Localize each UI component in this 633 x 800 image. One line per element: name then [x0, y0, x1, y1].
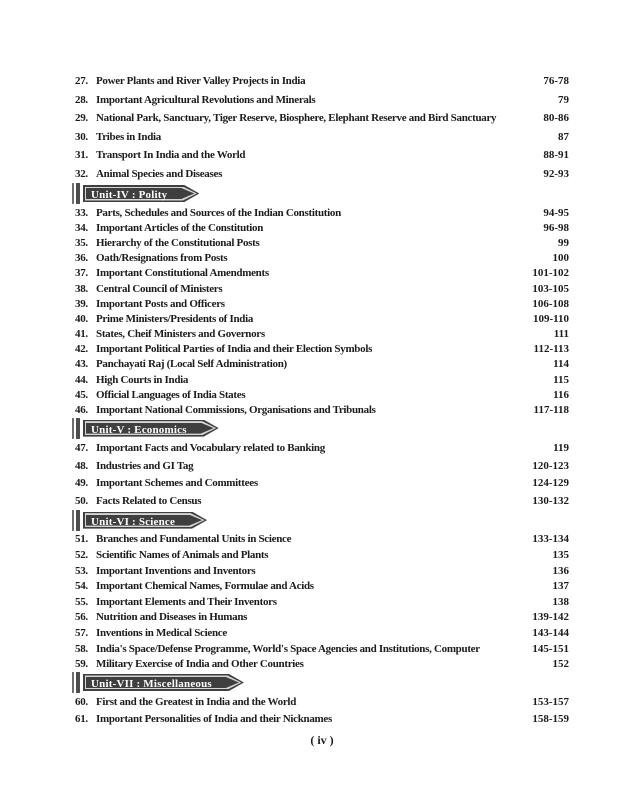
item-pages: 101-102	[532, 267, 569, 280]
item-title: Prime Ministers/Presidents of India	[96, 312, 254, 325]
item-pages: 139-142	[532, 611, 569, 624]
item-title: Inventions in Medical Science	[96, 626, 227, 639]
toc-row	[75, 165, 569, 184]
item-pages: 120-123	[532, 459, 569, 472]
toc-row	[75, 492, 569, 510]
toc-row	[75, 594, 569, 610]
item-title: National Park, Sanctuary, Tiger Reserve, Biosphere, Elephant Reserve and Bird Sanctuary	[96, 112, 497, 125]
item-title: India's Space/Defense Programme, World's Space Agencies and Institutions, Computer	[96, 642, 480, 655]
banner-bar-icon	[72, 672, 74, 693]
item-title: Panchayati Raj (Local Self Administration)	[96, 358, 287, 371]
item-title: Industries and GI Tag	[96, 459, 194, 472]
item-number: 36.	[75, 252, 88, 265]
toc-row	[75, 109, 569, 128]
item-number: 45.	[75, 388, 88, 401]
unit-banner-ribbon	[83, 185, 199, 202]
item-title: Nutrition and Diseases in Humans	[96, 611, 248, 624]
item-pages: 138	[552, 595, 569, 608]
toc-row	[75, 547, 569, 563]
item-title: Oath/Resignations from Posts	[96, 252, 228, 265]
item-pages: 111	[553, 328, 569, 341]
banner-bar-icon	[72, 418, 74, 439]
item-title: Hierarchy of the Constitutional Posts	[96, 236, 260, 249]
toc-row	[75, 440, 569, 458]
toc-row	[75, 641, 569, 657]
item-pages: 152	[552, 658, 569, 671]
item-pages: 88-91	[543, 149, 569, 162]
item-title: Official Languages of India States	[96, 388, 246, 401]
item-pages: 87	[558, 130, 569, 143]
page-number-footer: ( iv )	[310, 732, 334, 747]
item-pages: 136	[552, 564, 569, 577]
toc-row	[75, 205, 569, 220]
toc-row	[75, 578, 569, 594]
item-title: Important Articles of the Constitution	[96, 221, 264, 234]
item-pages: 145-151	[532, 642, 569, 655]
item-pages: 115	[553, 373, 569, 386]
toc-section	[75, 205, 569, 418]
toc-row	[75, 694, 569, 711]
item-title: Transport In India and the World	[96, 149, 246, 162]
item-number: 50.	[75, 494, 88, 507]
item-pages: 114	[553, 358, 569, 371]
toc-row	[75, 563, 569, 579]
banner-bar-icon	[76, 510, 80, 531]
toc-row	[75, 72, 569, 91]
item-title: First and the Greatest in India and the World	[96, 696, 297, 709]
item-pages: 137	[552, 580, 569, 593]
toc-row	[75, 311, 569, 326]
item-pages: 135	[552, 549, 569, 562]
unit-banner-label: Unit-VI : Science	[91, 515, 176, 528]
item-number: 43.	[75, 358, 88, 371]
toc-row	[75, 220, 569, 235]
item-number: 39.	[75, 297, 88, 310]
toc-row	[75, 372, 569, 387]
item-pages: 133-134	[532, 533, 569, 546]
unit-banner-label: Unit-IV : Polity	[91, 189, 168, 201]
toc-row	[75, 387, 569, 402]
unit-banner	[72, 420, 569, 437]
item-number: 55.	[75, 595, 88, 608]
item-number: 61.	[75, 713, 88, 726]
item-title: Important Chemical Names, Formulae and Acids	[96, 580, 314, 593]
toc-section	[75, 440, 569, 510]
item-pages: 153-157	[532, 696, 569, 709]
item-number: 37.	[75, 267, 88, 280]
item-number: 31.	[75, 149, 88, 162]
item-title: Military Exercise of India and Other Countries	[96, 658, 304, 671]
toc-list	[75, 72, 569, 748]
unit-banner-label: Unit-V : Economics	[91, 423, 187, 436]
item-number: 46.	[75, 404, 88, 417]
item-pages: 80-86	[543, 112, 569, 125]
unit-banner	[72, 674, 569, 691]
item-title: Important Agricultural Revolutions and Minerals	[96, 93, 316, 106]
item-number: 42.	[75, 343, 88, 356]
banner-bar-icon	[72, 183, 74, 204]
unit-banner-ribbon	[83, 674, 244, 691]
toc-section	[75, 694, 569, 728]
item-number: 51.	[75, 533, 88, 546]
item-title: Important Schemes and Committees	[96, 477, 258, 490]
toc-row	[75, 281, 569, 296]
toc-row	[75, 128, 569, 147]
item-pages: 106-108	[532, 297, 569, 310]
item-title: Important Elements and Their Inventors	[96, 595, 277, 608]
toc-row	[75, 296, 569, 311]
item-number: 54.	[75, 580, 88, 593]
toc-section	[75, 532, 569, 672]
item-title: Facts Related to Census	[96, 494, 202, 507]
toc-row	[75, 610, 569, 626]
toc-row	[75, 266, 569, 281]
item-pages: 130-132	[532, 494, 569, 507]
item-pages: 112-113	[533, 343, 569, 356]
unit-banner-ribbon	[83, 512, 207, 529]
item-number: 40.	[75, 312, 88, 325]
item-title: Important Posts and Officers	[96, 297, 225, 310]
item-pages: 79	[558, 93, 569, 106]
item-pages: 109-110	[532, 312, 569, 325]
unit-banner-label: Unit-VII : Miscellaneous	[91, 677, 212, 690]
toc-row	[75, 251, 569, 266]
banner-bar-icon	[76, 672, 80, 693]
toc-row	[75, 327, 569, 342]
item-title: Important Political Parties of India and their Election Symbols	[96, 343, 373, 356]
item-number: 41.	[75, 328, 88, 341]
item-pages: 116	[553, 388, 569, 401]
item-number: 38.	[75, 282, 88, 295]
toc-row	[75, 402, 569, 417]
item-number: 56.	[75, 611, 88, 624]
item-title: Important Inventions and Inventors	[96, 564, 256, 577]
toc-row	[75, 457, 569, 475]
item-pages: 92-93	[543, 167, 569, 180]
item-pages: 124-129	[532, 477, 569, 490]
item-number: 47.	[75, 442, 88, 455]
item-number: 32.	[75, 167, 88, 180]
item-number: 28.	[75, 93, 88, 106]
toc-row	[75, 532, 569, 548]
item-pages: 117-118	[533, 404, 569, 417]
item-title: Important Personalities of India and their Nicknames	[96, 713, 332, 726]
item-pages: 96-98	[543, 221, 569, 234]
item-pages: 143-144	[532, 626, 569, 639]
banner-bar-icon	[72, 510, 74, 531]
item-pages: 103-105	[532, 282, 569, 295]
item-title: Animal Species and Diseases	[96, 167, 223, 180]
item-title: Important National Commissions, Organisations and Tribunals	[96, 404, 376, 417]
banner-bar-icon	[76, 183, 80, 204]
item-pages: 100	[552, 252, 569, 265]
item-pages: 158-159	[532, 713, 569, 726]
item-number: 52.	[75, 549, 88, 562]
item-title: Scientific Names of Animals and Plants	[96, 549, 269, 562]
item-title: Branches and Fundamental Units in Science	[96, 533, 292, 546]
toc-row	[75, 475, 569, 493]
item-number: 49.	[75, 477, 88, 490]
item-pages: 94-95	[543, 206, 569, 219]
item-number: 34.	[75, 221, 88, 234]
item-number: 57.	[75, 626, 88, 639]
toc-section	[75, 72, 569, 183]
toc-row	[75, 625, 569, 641]
item-title: High Courts in India	[96, 373, 189, 386]
toc-row	[75, 146, 569, 165]
item-title: States, Cheif Ministers and Governors	[96, 328, 265, 341]
toc-row	[75, 711, 569, 728]
item-title: Parts, Schedules and Sources of the Indian Constitution	[96, 206, 341, 219]
item-number: 30.	[75, 130, 88, 143]
toc-row	[75, 91, 569, 110]
toc-row	[75, 342, 569, 357]
item-number: 53.	[75, 564, 88, 577]
item-number: 48.	[75, 459, 88, 472]
item-title: Power Plants and River Valley Projects in India	[96, 75, 306, 88]
toc-row	[75, 357, 569, 372]
item-pages: 119	[553, 442, 569, 455]
item-title: Important Facts and Vocabulary related to Banking	[96, 442, 325, 455]
item-number: 44.	[75, 373, 88, 386]
unit-banner	[72, 185, 569, 202]
unit-banner	[72, 512, 569, 529]
toc-row	[75, 235, 569, 250]
unit-banner-ribbon	[83, 420, 219, 437]
item-number: 33.	[75, 206, 88, 219]
item-number: 35.	[75, 236, 88, 249]
item-title: Tribes in India	[96, 130, 161, 143]
item-title: Important Constitutional Amendments	[96, 267, 269, 280]
item-number: 58.	[75, 642, 88, 655]
toc-row	[75, 656, 569, 672]
item-pages: 99	[558, 236, 569, 249]
item-number: 60.	[75, 696, 88, 709]
item-number: 27.	[75, 75, 88, 88]
item-title: Central Council of Ministers	[96, 282, 223, 295]
banner-bar-icon	[76, 418, 80, 439]
item-number: 59.	[75, 658, 88, 671]
item-pages: 76-78	[543, 75, 569, 88]
item-number: 29.	[75, 112, 88, 125]
